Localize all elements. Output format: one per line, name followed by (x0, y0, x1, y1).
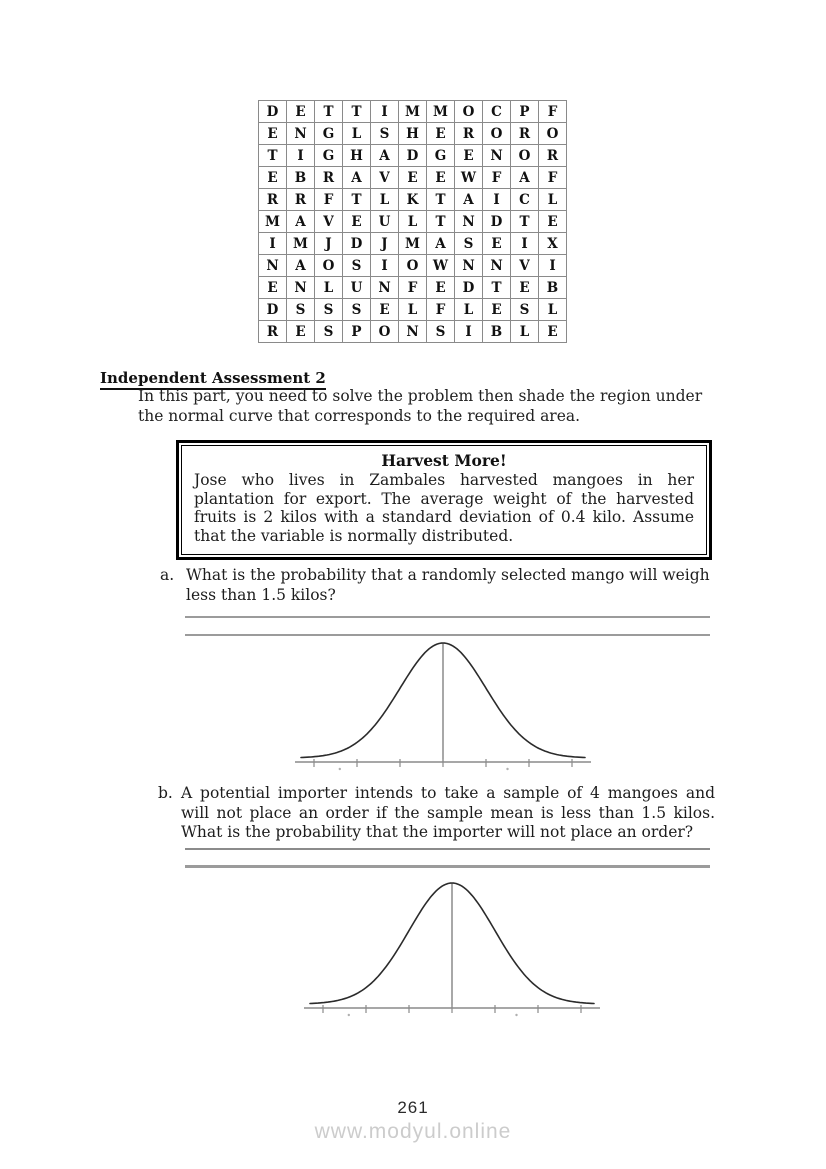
question-b-text: A potential importer intends to take a sample of 4 mangoes and will not place an order if the sample mean is less than 1.5 kilos. What is the probability that the importer will not place an order? (181, 784, 715, 841)
grid-cell: L (539, 189, 567, 211)
grid-cell: V (315, 211, 343, 233)
grid-cell: D (259, 101, 287, 123)
grid-cell: S (343, 299, 371, 321)
word-search-grid (258, 100, 567, 343)
normal-curve-b[interactable] (302, 873, 602, 1019)
grid-cell: A (427, 233, 455, 255)
grid-cell: M (427, 101, 455, 123)
grid-cell: I (287, 145, 315, 167)
grid-cell: L (539, 299, 567, 321)
grid-cell: I (259, 233, 287, 255)
grid-cell: O (539, 123, 567, 145)
grid-cell: F (399, 277, 427, 299)
grid-row (259, 277, 567, 299)
question-a-label: a. (160, 566, 175, 584)
grid-cell: E (427, 277, 455, 299)
grid-cell: N (287, 123, 315, 145)
question-a (160, 566, 713, 605)
grid-cell: N (399, 321, 427, 343)
problem-box-inner (181, 445, 707, 555)
grid-cell: E (371, 299, 399, 321)
grid-cell: M (399, 101, 427, 123)
grid-cell: B (287, 167, 315, 189)
grid-cell: R (539, 145, 567, 167)
grid-row (259, 233, 567, 255)
grid-cell: I (371, 255, 399, 277)
grid-cell: A (287, 211, 315, 233)
grid-cell: T (511, 211, 539, 233)
grid-cell: T (259, 145, 287, 167)
grid-cell: S (343, 255, 371, 277)
axis-label-remnant-dot (339, 768, 341, 770)
grid-cell: R (511, 123, 539, 145)
grid-cell: S (287, 299, 315, 321)
grid-cell: A (343, 167, 371, 189)
grid-cell: G (315, 145, 343, 167)
grid-cell: T (315, 101, 343, 123)
grid-cell: D (343, 233, 371, 255)
grid-cell: D (259, 299, 287, 321)
grid-cell: L (399, 299, 427, 321)
grid-cell: R (259, 189, 287, 211)
grid-cell: N (455, 255, 483, 277)
answer-line-b2[interactable] (185, 865, 710, 868)
grid-cell: D (483, 211, 511, 233)
grid-cell: O (315, 255, 343, 277)
grid-cell: D (399, 145, 427, 167)
page-number: 261 (397, 1098, 429, 1117)
normal-curve-a[interactable] (293, 633, 593, 773)
grid-cell: L (371, 189, 399, 211)
grid-cell: T (343, 189, 371, 211)
grid-cell: V (511, 255, 539, 277)
grid-cell: E (259, 167, 287, 189)
grid-cell: W (455, 167, 483, 189)
grid-row (259, 255, 567, 277)
grid-cell: T (343, 101, 371, 123)
grid-cell: J (315, 233, 343, 255)
grid-row (259, 189, 567, 211)
grid-cell: O (511, 145, 539, 167)
problem-body: Jose who lives in Zambales harvested mangoes in her plantation for export. The average weight of the harvested fruits is 2 kilos with a standard deviation of 0.4 kilo. Assume that the variable is normally distributed. (194, 471, 694, 545)
grid-cell: E (287, 101, 315, 123)
grid-row (259, 321, 567, 343)
grid-cell: E (427, 123, 455, 145)
grid-cell: H (399, 123, 427, 145)
question-b (158, 784, 715, 843)
grid-cell: S (511, 299, 539, 321)
section-heading: Independent Assessment 2 (100, 369, 326, 390)
grid-cell: E (259, 123, 287, 145)
grid-cell: X (539, 233, 567, 255)
grid-cell: W (427, 255, 455, 277)
grid-cell: S (371, 123, 399, 145)
grid-cell: O (399, 255, 427, 277)
grid-cell: O (455, 101, 483, 123)
grid-cell: R (455, 123, 483, 145)
grid-cell: N (483, 255, 511, 277)
grid-cell: E (483, 299, 511, 321)
grid-cell: I (371, 101, 399, 123)
grid-row (259, 167, 567, 189)
watermark: www.modyul.online (314, 1120, 512, 1143)
grid-cell: A (455, 189, 483, 211)
grid-cell: H (343, 145, 371, 167)
grid-cell: S (455, 233, 483, 255)
grid-cell: R (287, 189, 315, 211)
grid-cell: N (371, 277, 399, 299)
grid-cell: G (315, 123, 343, 145)
grid-cell: E (399, 167, 427, 189)
grid-cell: F (315, 189, 343, 211)
grid-cell: E (343, 211, 371, 233)
grid-cell: N (287, 277, 315, 299)
problem-box (176, 440, 712, 560)
grid-cell: F (539, 167, 567, 189)
grid-cell: F (427, 299, 455, 321)
grid-cell: R (315, 167, 343, 189)
grid-cell: C (511, 189, 539, 211)
axis-label-remnant-dot (348, 1014, 350, 1016)
grid-cell: N (455, 211, 483, 233)
grid-cell: M (399, 233, 427, 255)
answer-line-a1[interactable] (185, 616, 710, 618)
grid-cell: G (427, 145, 455, 167)
grid-cell: U (343, 277, 371, 299)
grid-cell: R (259, 321, 287, 343)
grid-row (259, 101, 567, 123)
grid-cell: T (427, 189, 455, 211)
grid-cell: I (455, 321, 483, 343)
grid-cell: I (539, 255, 567, 277)
grid-cell: E (259, 277, 287, 299)
grid-cell: E (539, 211, 567, 233)
grid-cell: A (371, 145, 399, 167)
grid-cell: C (483, 101, 511, 123)
problem-title: Harvest More! (381, 451, 507, 470)
question-b-label: b. (158, 784, 173, 802)
grid-cell: M (259, 211, 287, 233)
grid-cell: M (287, 233, 315, 255)
grid-cell: J (371, 233, 399, 255)
grid-cell: E (539, 321, 567, 343)
grid-cell: E (511, 277, 539, 299)
grid-cell: I (511, 233, 539, 255)
axis-label-remnant-dot (515, 1014, 517, 1016)
grid-cell: T (483, 277, 511, 299)
grid-row (259, 123, 567, 145)
grid-row (259, 145, 567, 167)
grid-cell: S (315, 299, 343, 321)
grid-cell: E (287, 321, 315, 343)
grid-cell: L (315, 277, 343, 299)
grid-cell: V (371, 167, 399, 189)
section-instructions: In this part, you need to solve the problem then shade the region under the normal curve that corresponds to the required area. (138, 387, 703, 425)
axis-label-remnant-dot (506, 768, 508, 770)
grid-cell: S (427, 321, 455, 343)
grid-cell: T (427, 211, 455, 233)
grid-cell: P (511, 101, 539, 123)
grid-cell: L (343, 123, 371, 145)
grid-cell: E (483, 233, 511, 255)
grid-cell: F (483, 167, 511, 189)
grid-cell: E (427, 167, 455, 189)
grid-cell: F (539, 101, 567, 123)
answer-line-b1[interactable] (185, 848, 710, 850)
grid-cell: K (399, 189, 427, 211)
grid-cell: B (483, 321, 511, 343)
grid-cell: L (399, 211, 427, 233)
grid-cell: U (371, 211, 399, 233)
grid-cell: I (483, 189, 511, 211)
word-search-grid-body (259, 101, 567, 343)
grid-cell: N (483, 145, 511, 167)
grid-cell: A (511, 167, 539, 189)
grid-cell: D (455, 277, 483, 299)
grid-cell: S (315, 321, 343, 343)
grid-cell: B (539, 277, 567, 299)
grid-cell: L (511, 321, 539, 343)
grid-cell: P (343, 321, 371, 343)
grid-cell: O (371, 321, 399, 343)
grid-cell: A (287, 255, 315, 277)
grid-cell: L (455, 299, 483, 321)
grid-cell: O (483, 123, 511, 145)
grid-row (259, 299, 567, 321)
grid-row (259, 211, 567, 233)
grid-cell: N (259, 255, 287, 277)
question-a-text: What is the probability that a randomly selected mango will weigh less than 1.5 kilos? (186, 566, 710, 604)
grid-cell: E (455, 145, 483, 167)
